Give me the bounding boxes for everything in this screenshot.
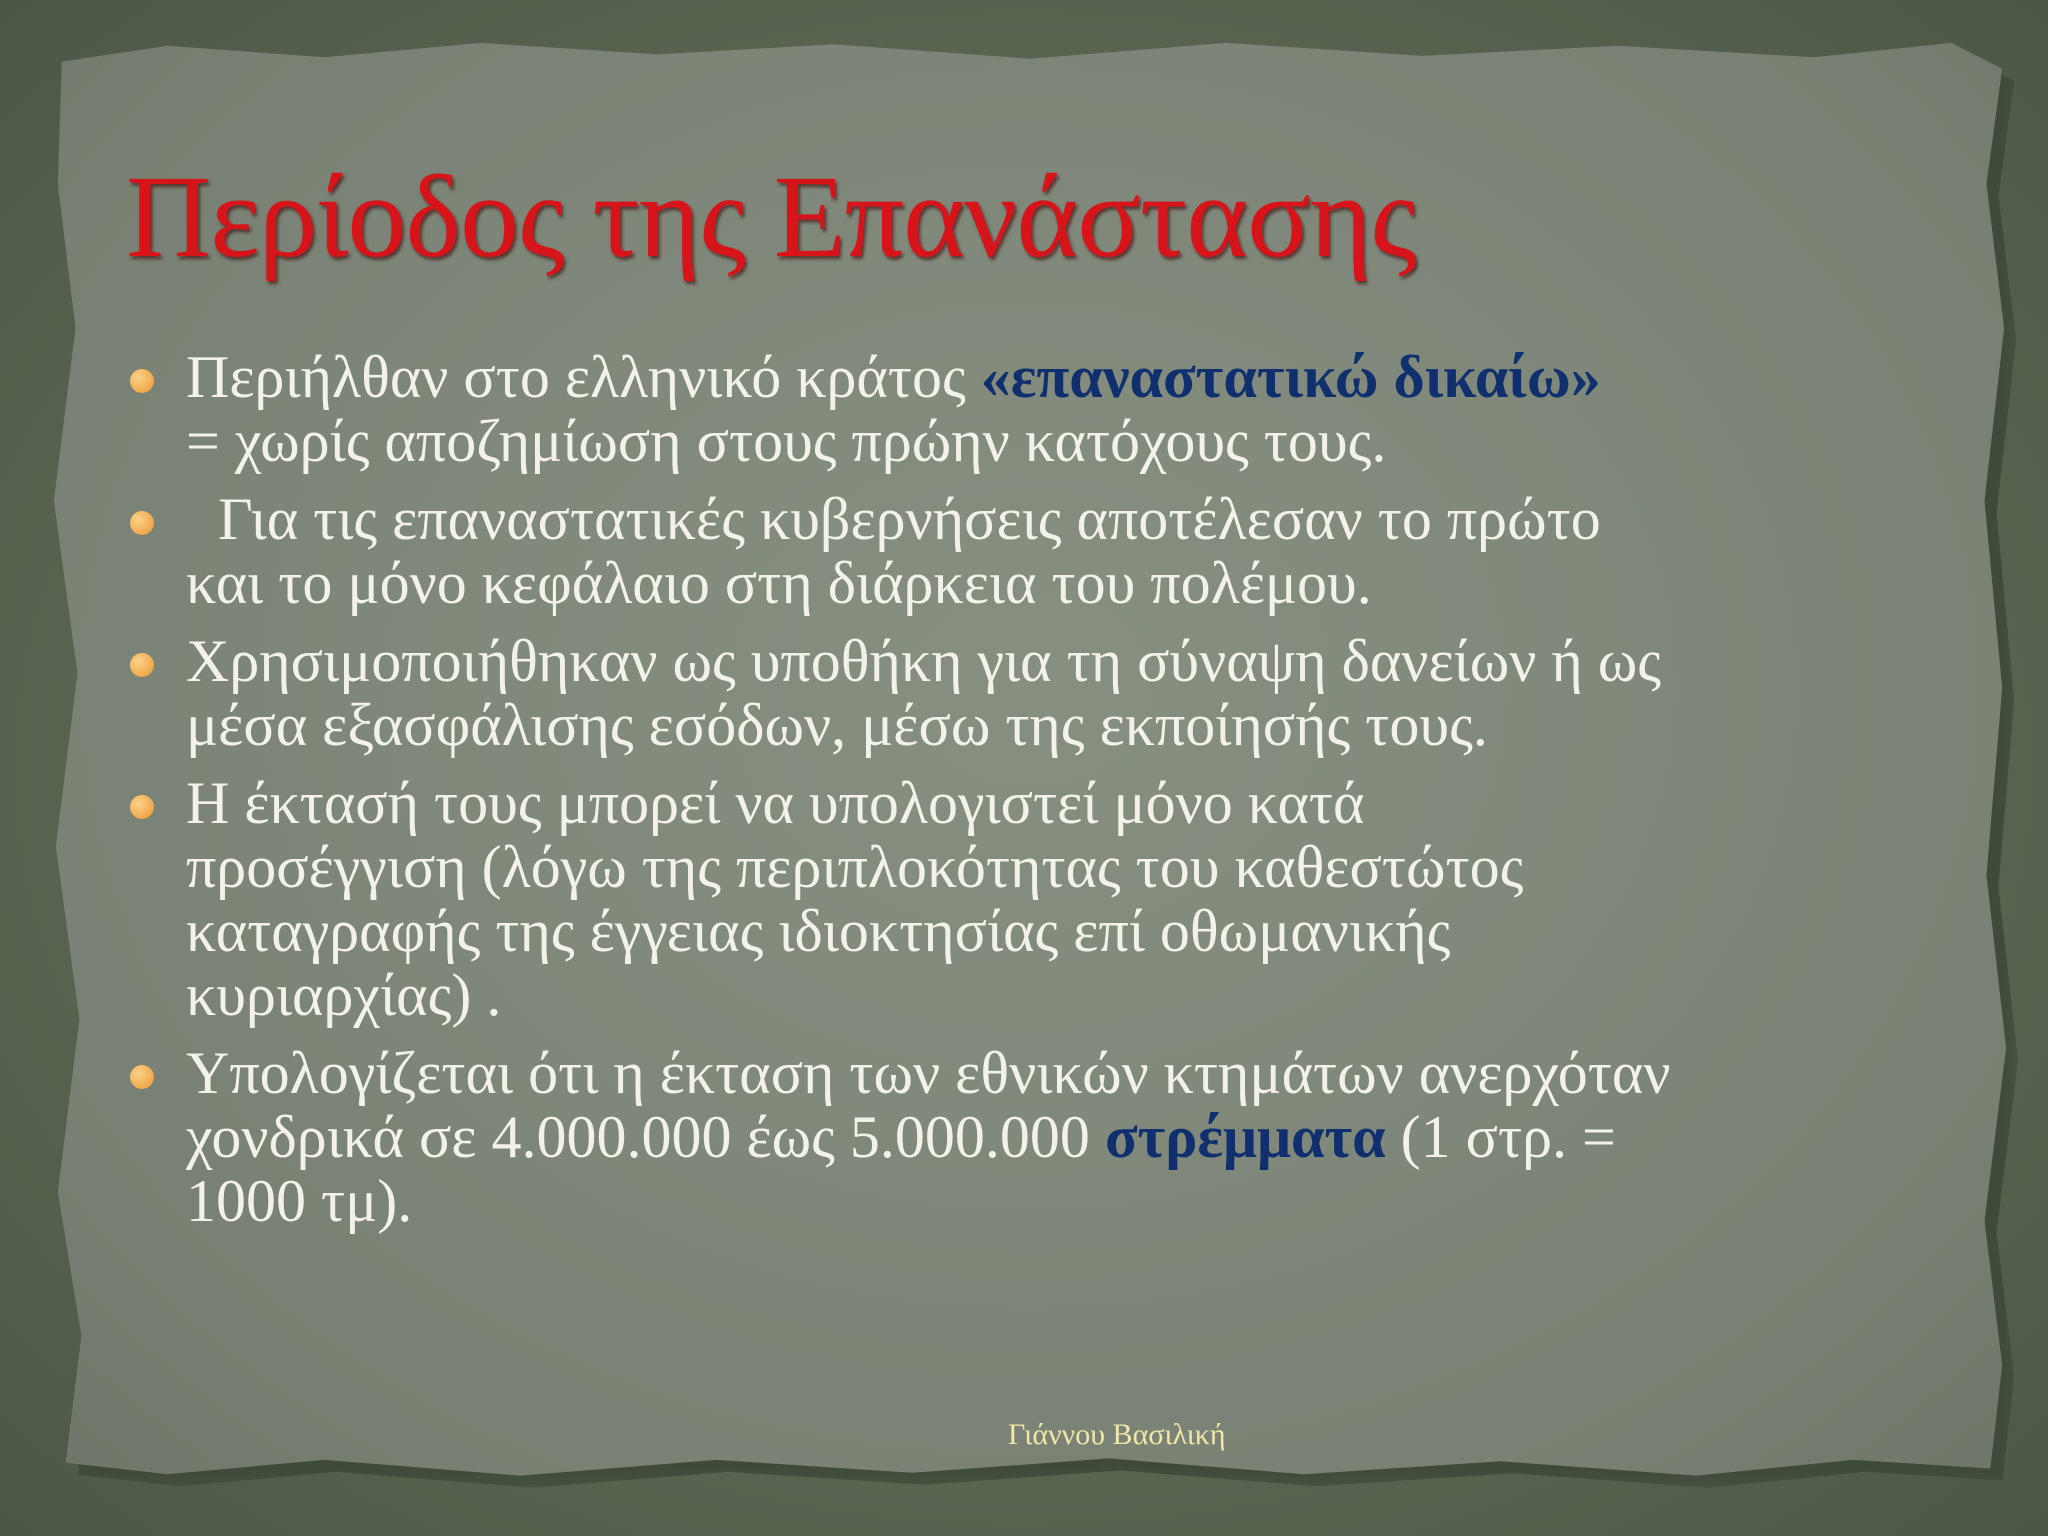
bullet-dot-icon [130, 511, 154, 535]
bullet-dot-icon [130, 369, 154, 393]
slide-title: Περίοδος της Επανάστασης [126, 151, 1417, 282]
bullet-line: 1000 τμ). [186, 1168, 413, 1234]
bullet-line: Υπολογίζεται ότι η έκταση των εθνικών κτημάτων ανερχόταν [186, 1040, 1671, 1106]
bullet-item-4 [130, 771, 1960, 1027]
bullet-item-3 [130, 629, 1960, 757]
bullet-text: Περιήλθαν στο ελληνικό κράτος [186, 344, 981, 410]
bullet-line [186, 345, 1960, 409]
bullet-line: κυριαρχίας) . [186, 962, 502, 1028]
bullet-line [186, 1105, 1960, 1169]
bullet-dot-icon [130, 653, 154, 677]
bullet-item-5 [130, 1041, 1960, 1233]
bullet-line: και το μόνο κεφάλαιο στη διάρκεια του πολέμου. [186, 550, 1372, 616]
bullet-line: Για τις επαναστατικές κυβερνήσεις αποτέλεσαν το πρώτο [218, 486, 1601, 552]
bullet-item-2 [130, 487, 1960, 615]
emphasis-text: «επαναστατικώ δικαίω» [980, 344, 1601, 410]
bullet-text: (1 στρ. = [1385, 1104, 1616, 1170]
bullet-line: καταγραφής της έγγειας ιδιοκτησίας επί οθωμανικής [186, 898, 1451, 964]
bullet-line: = χωρίς αποζημίωση στους πρώην κατόχους τους. [186, 408, 1387, 474]
bullet-line: Χρησιμοποιήθηκαν ως υποθήκη για τη σύναψη δανείων ή ως [186, 628, 1662, 694]
bullet-line: Η έκτασή τους μπορεί να υπολογιστεί μόνο κατά [186, 770, 1365, 836]
bullet-line: προσέγγιση (λόγω της περιπλοκότητας του καθεστώτος [186, 834, 1524, 900]
bullet-line: μέσα εξασφάλισης εσόδων, μέσω της εκποίησής τους. [186, 692, 1488, 758]
bullet-text: χονδρικά σε 4.000.000 έως 5.000.000 [186, 1104, 1105, 1170]
bullet-list [130, 345, 1960, 1247]
emphasis-text: στρέμματα [1104, 1104, 1386, 1170]
bullet-item-1 [130, 345, 1960, 473]
bullet-dot-icon [130, 795, 154, 819]
bullet-dot-icon [130, 1065, 154, 1089]
footer-author: Γιάννου Βασιλική [1008, 1418, 1226, 1451]
